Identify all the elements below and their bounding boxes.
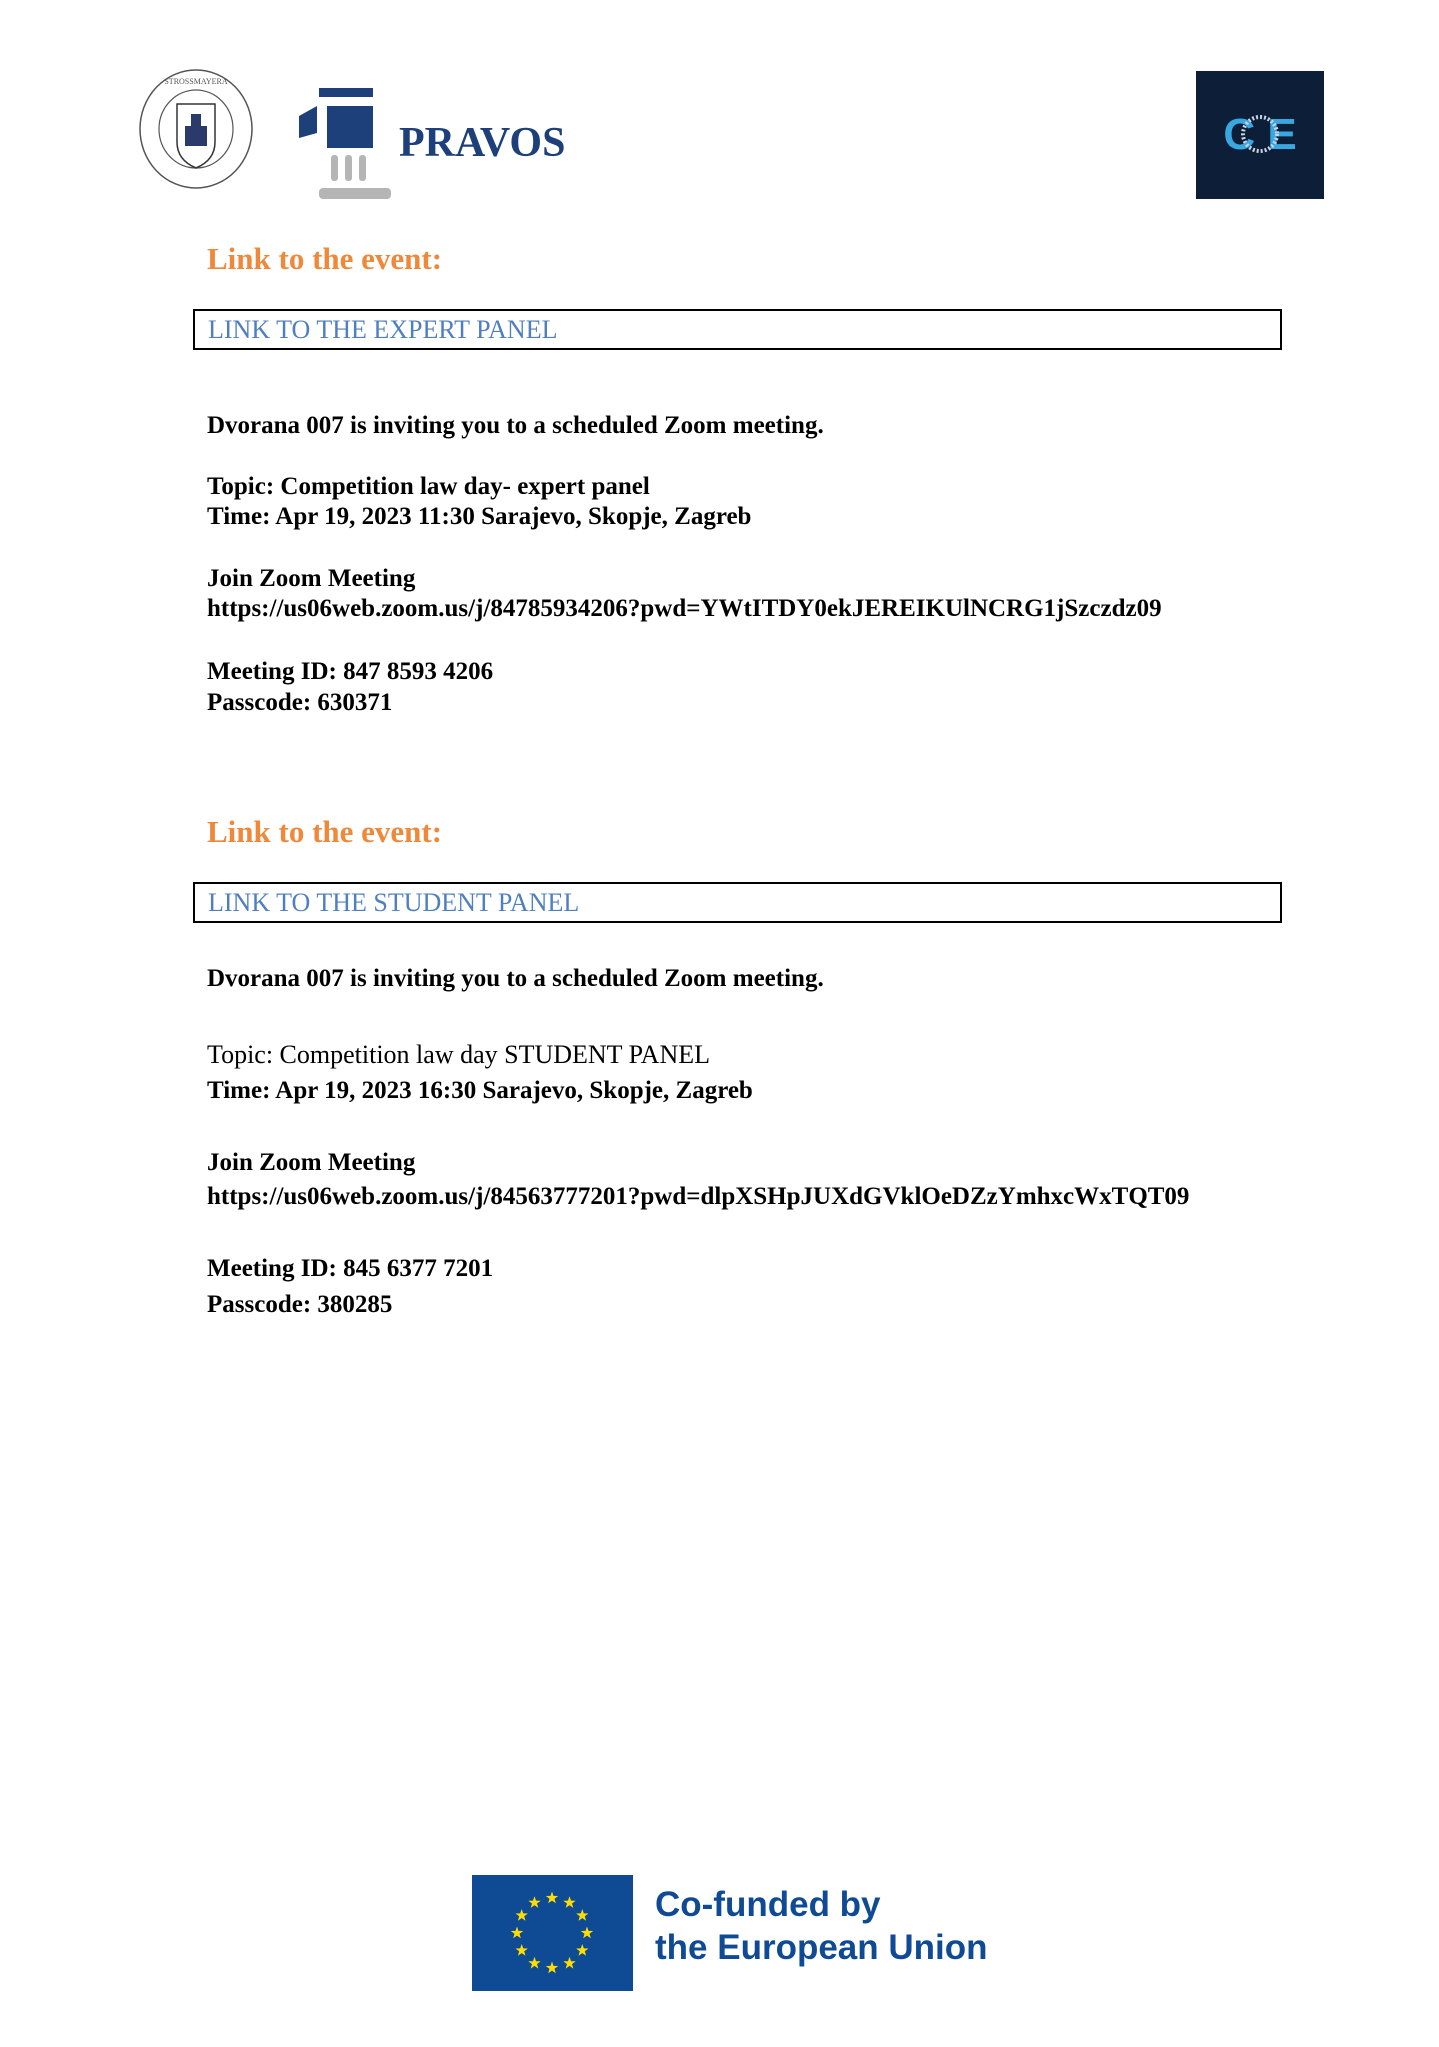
eu-star-icon	[546, 1962, 558, 1974]
join-label: Join Zoom Meeting	[207, 1149, 416, 1176]
eu-star-icon	[516, 1944, 528, 1956]
invite-text: Dvorana 007 is inviting you to a scheduled Zoom meeting.	[207, 412, 824, 439]
eu-star-icon	[563, 1896, 575, 1908]
invite-text: Dvorana 007 is inviting you to a scheduled Zoom meeting.	[207, 965, 824, 992]
eu-cofunded-line1: Co-funded by	[655, 1885, 881, 1924]
eu-star-icon	[546, 1892, 558, 1904]
expert-panel-link-box	[193, 309, 1282, 350]
topic-text: Topic: Competition law day- expert panel	[207, 473, 650, 500]
eu-star-icon	[511, 1927, 523, 1939]
zoom-url[interactable]: https://us06web.zoom.us/j/84785934206?pwd=YWtITDY0ekJEREIKUlNCRG1jSzczdz09	[207, 595, 1162, 622]
passcode: Passcode: 380285	[207, 1291, 393, 1318]
time-text: Time: Apr 19, 2023 11:30 Sarajevo, Skopje, Zagreb	[207, 503, 752, 530]
join-label: Join Zoom Meeting	[207, 565, 416, 592]
expert-panel-link[interactable]: LINK TO THE EXPERT PANEL	[208, 315, 558, 344]
eu-star-icon	[563, 1957, 575, 1969]
eu-flag-icon	[472, 1875, 633, 1991]
pravos-logo	[299, 88, 569, 200]
eu-star-icon	[528, 1896, 540, 1908]
meeting-id: Meeting ID: 847 8593 4206	[207, 658, 494, 685]
eu-cofunded-line2: the European Union	[655, 1928, 988, 1967]
svg-text:C E: C E	[1223, 110, 1297, 159]
eu-star-icon	[528, 1957, 540, 1969]
zoom-url[interactable]: https://us06web.zoom.us/j/84563777201?pwd=dlpXSHpJUXdGVklOeDZzYmhxcWxTQT09	[207, 1183, 1190, 1210]
svg-text:STROSSMAYERA: STROSSMAYERA	[164, 77, 228, 86]
student-panel-link-box	[193, 882, 1282, 923]
student-panel-link[interactable]: LINK TO THE STUDENT PANEL	[208, 888, 580, 917]
meeting-id: Meeting ID: 845 6377 7201	[207, 1255, 494, 1282]
section-heading: Link to the event:	[207, 814, 443, 849]
eu-star-icon	[581, 1927, 593, 1939]
university-seal-logo	[137, 68, 255, 190]
section-heading: Link to the event:	[207, 241, 443, 276]
eu-star-icon	[576, 1944, 588, 1956]
passcode: Passcode: 630371	[207, 689, 393, 716]
svg-text:PRAVOS: PRAVOS	[399, 120, 566, 166]
eu-star-icon	[516, 1909, 528, 1921]
time-text: Time: Apr 19, 2023 16:30 Sarajevo, Skopje, Zagreb	[207, 1077, 753, 1104]
eu-star-icon	[576, 1909, 588, 1921]
topic-text: Topic: Competition law day STUDENT PANEL	[207, 1040, 710, 1069]
cce-logo	[1196, 71, 1324, 199]
